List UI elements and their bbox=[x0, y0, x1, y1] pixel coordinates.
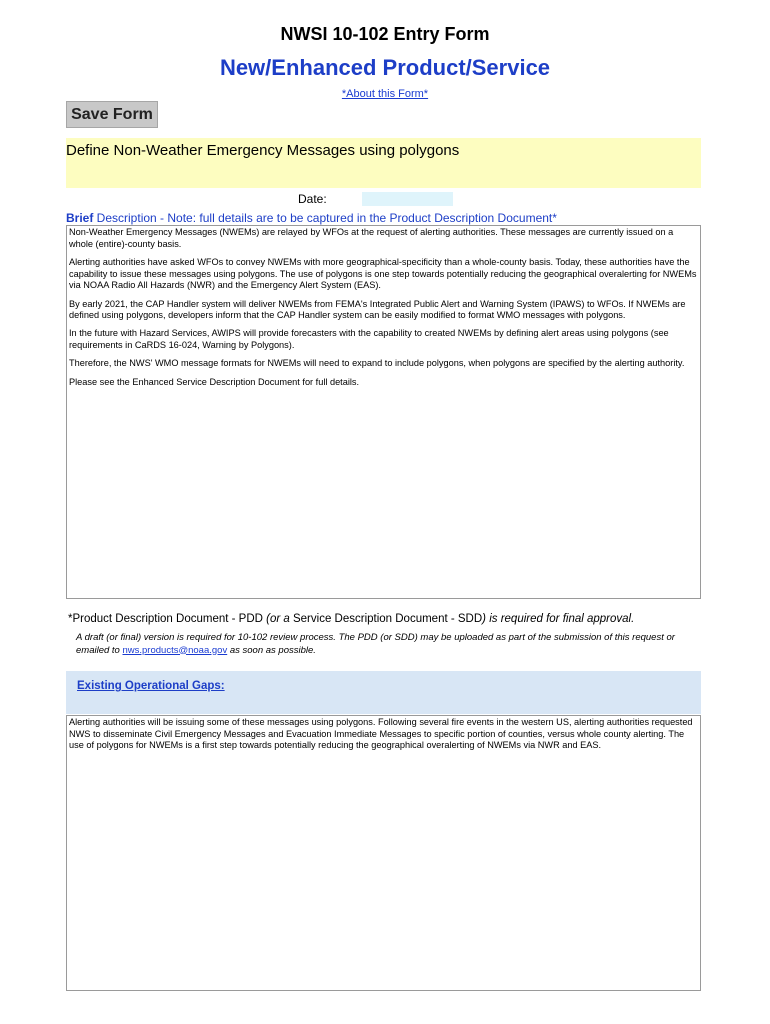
description-paragraph: By early 2021, the CAP Handler system will deliver NWEMs from FEMA's Integrated Public Alert and Warning System (IPAWS) to WFOs. If NWEMs are defined using polygons, developers inform that the CAP Handler system can be easily modified to format WMO messages with polygons. bbox=[69, 298, 686, 321]
description-paragraph: Non-Weather Emergency Messages (NWEMs) are relayed by WFOs at the request of alerting authorities. These messages are currently issued on a whole (entire)-county basis. bbox=[69, 227, 674, 249]
brief-description-textarea[interactable] bbox=[66, 225, 701, 599]
save-form-button[interactable]: Save Form bbox=[66, 101, 158, 128]
pdd-note-c: Service Description Document - SDD bbox=[289, 613, 483, 625]
pdd-sub-a: A draft (or final) version is required for 10-102 review process. The PDD (or SDD) may be uploaded as part of the submission of this request or emailed to bbox=[76, 632, 675, 656]
description-paragraph: Alerting authorities have asked WFOs to convey NWEMs with more geographical-specificity than a whole-county basis. Today, these authorities have the capability to issue these messages using polygons. The use of polygons is one step towards potentially reducing the geographical overalerting for NWEMs via NOAA Radio All Hazards (NWR) and the Emergency Alert System (EAS). bbox=[69, 256, 697, 291]
brief-label: Brief bbox=[66, 211, 94, 225]
about-form-link-wrapper bbox=[0, 88, 770, 100]
form-id-title: NWSI 10-102 Entry Form bbox=[280, 24, 490, 44]
existing-gaps-textarea[interactable] bbox=[66, 715, 701, 991]
brief-description-heading bbox=[66, 211, 557, 225]
gaps-text: Alerting authorities will be issuing some of these messages using polygons. Following several fire events in the western US, alerting authorities requested NWS to disseminate Civil Emergency Messages and Evacuation Immediate Messages to specific portion of counties, versus whole county alerting. The use of polygons for NWEMs is a first step towards potentially reducing the geographical overalerting of NWEMs via NWR and EAS. bbox=[69, 717, 693, 751]
pdd-note-a: *Product Description Document - PDD bbox=[68, 613, 267, 625]
date-label: Date: bbox=[298, 192, 327, 206]
about-form-link[interactable]: *About this Form* bbox=[341, 88, 429, 100]
description-label: Description - bbox=[93, 211, 168, 225]
pdd-requirement-note bbox=[68, 613, 634, 625]
brief-note: Note: full details are to be captured in the Product Description Document* bbox=[167, 211, 557, 225]
pdd-note-b: (or a bbox=[266, 613, 290, 625]
date-input[interactable] bbox=[362, 192, 453, 206]
products-email-link[interactable]: nws.products@noaa.gov bbox=[122, 644, 228, 656]
existing-gaps-heading: Existing Operational Gaps: bbox=[66, 671, 701, 714]
form-title: New/Enhanced Product/Service bbox=[219, 55, 551, 80]
pdd-sub-b: as soon as possible. bbox=[227, 644, 316, 656]
pdd-note-d: ) is required for final approval. bbox=[482, 613, 635, 625]
pdd-submission-note bbox=[76, 632, 696, 657]
product-name-field[interactable]: Define Non-Weather Emergency Messages using polygons bbox=[66, 138, 701, 188]
description-paragraph: Therefore, the NWS' WMO message formats for NWEMs will need to expand to include polygons, when polygons are specified by the alerting authority. bbox=[69, 358, 685, 369]
description-paragraph: Please see the Enhanced Service Description Document for full details. bbox=[69, 376, 360, 387]
description-paragraph: In the future with Hazard Services, AWIPS will provide forecasters with the capability to created NWEMs by defining alert areas using polygons (see requirements in CaRDS 16-024, Warning by Polygons). bbox=[69, 328, 669, 351]
